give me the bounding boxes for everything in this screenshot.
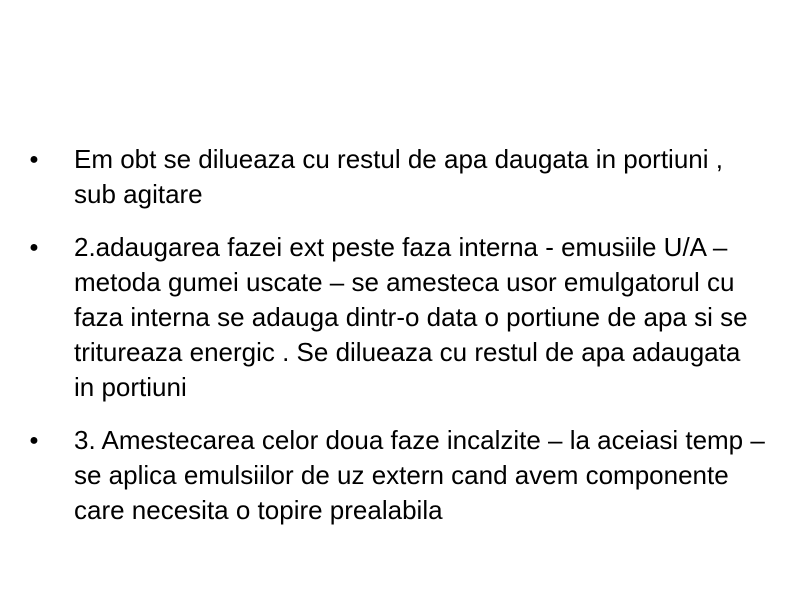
bullet-text: 3. Amestecarea celor doua faze incalzite – la aceiasi temp – se aplica emulsiilor de uz extern cand avem componente care necesita o topire prealabila bbox=[74, 425, 765, 525]
bullet-item bbox=[26, 230, 766, 405]
bullet-dot-icon: ● bbox=[29, 239, 39, 256]
bullet-dot-icon: ● bbox=[29, 151, 39, 168]
bullet-text: Em obt se dilueaza cu restul de apa daugata in portiuni , sub agitare bbox=[74, 144, 723, 209]
bullet-item bbox=[26, 423, 766, 528]
bullet-list bbox=[26, 142, 766, 528]
bullet-dot-icon: ● bbox=[29, 432, 39, 449]
bullet-text: 2.adaugarea fazei ext peste faza interna - emusiile U/A – metoda gumei uscate – se amesteca usor emulgatorul cu faza interna se adauga dintr-o data o portiune de apa si se tritureaza energic . Se dilueaza cu restul de apa adaugata in portiuni bbox=[74, 232, 748, 402]
bullet-item bbox=[26, 142, 766, 212]
